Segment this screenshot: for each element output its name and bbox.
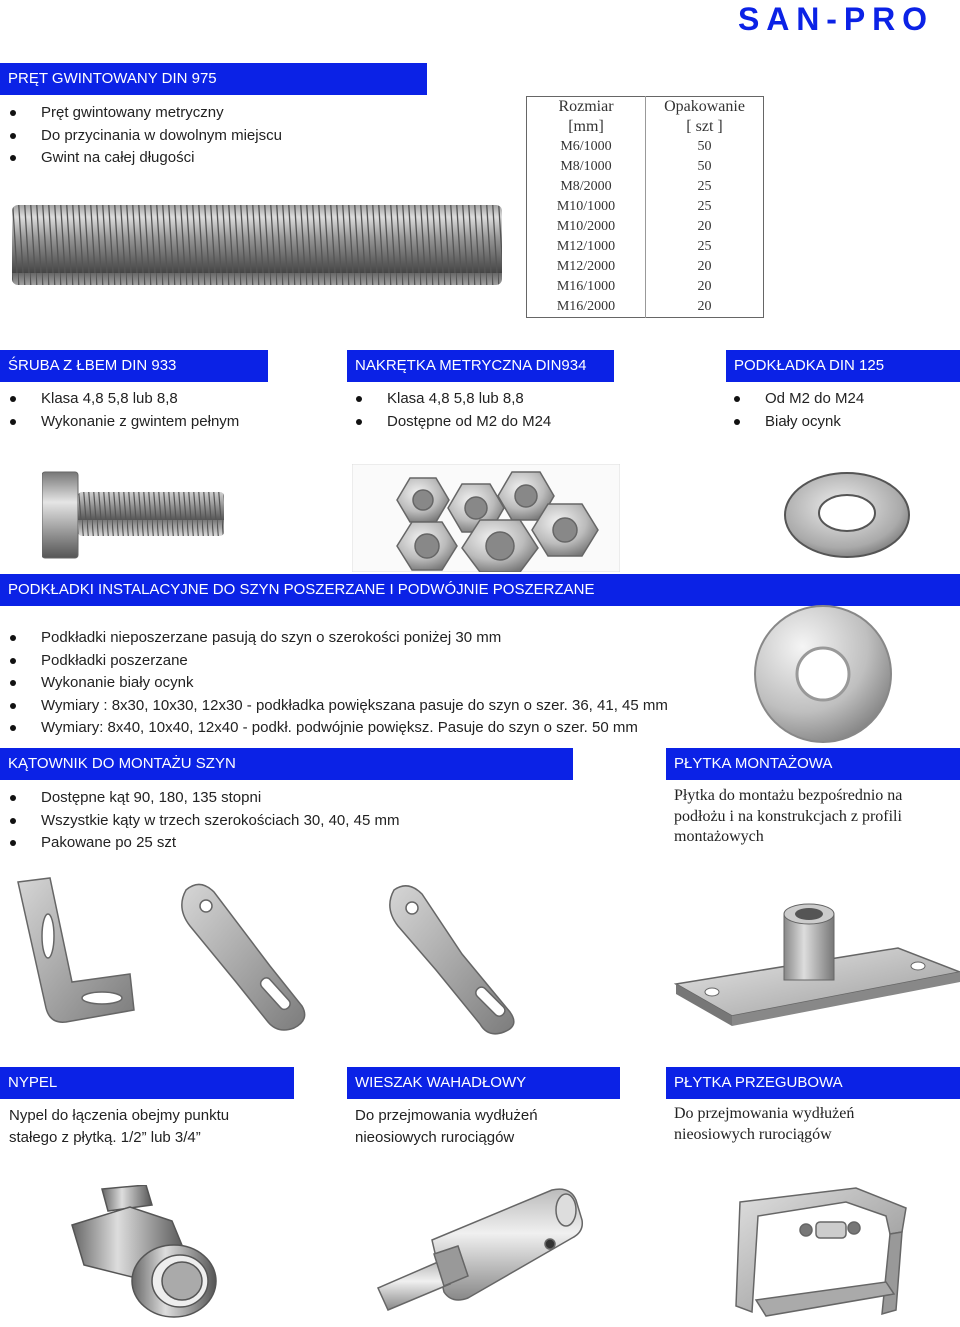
list-item: Do przycinania w dowolnym miejscu [9,125,282,148]
table-cell: M10/1000 [527,197,646,217]
list-item: Dostępne od M2 do M24 [355,411,551,434]
table-header-size: Rozmiar [527,97,646,118]
list-item: Pręt gwintowany metryczny [9,102,282,125]
table-header-pack-unit: [ szt ] [686,118,723,135]
rail-washer-image [748,604,898,744]
list-item: Klasa 4,8 5,8 lub 8,8 [355,388,551,411]
hinge-plate-header: PŁYTKA PRZEGUBOWA [666,1067,960,1099]
plate-description: Płytka do montażu bezpośrednio na podłożu i na konstrukcjach z profili montażowych [674,787,903,845]
bolt-header: ŚRUBA Z ŁBEM DIN 933 [0,350,268,382]
nipple-image [62,1185,222,1320]
table-cell: 50 [697,159,712,174]
washer-bullets [733,388,864,433]
washer-header: PODKŁADKA DIN 125 [726,350,960,382]
table-cell: M6/1000 [527,137,646,157]
nipple-description: Nypel do łączenia obejmy punktu stałego z płytką. 1/2” lub 3/4” [9,1107,230,1146]
plate-header: PŁYTKA MONTAŻOWA [666,748,960,780]
hanger-description: Do przejmowania wydłużeń nieosiowych rurociągów [355,1107,538,1146]
rod-size-table [526,96,764,318]
nut-bullets [355,388,551,433]
table-cell: M16/2000 [527,297,646,318]
table-cell: M8/1000 [527,157,646,177]
table-cell: 25 [697,179,712,194]
hinge-plate-description: Do przejmowania wydłużeń nieosiowych rurociągów [674,1105,855,1143]
table-header-pack: Opakowanie [664,98,745,115]
list-item: Wykonanie biały ocynk [9,672,668,695]
hinge-plate-image [726,1182,916,1322]
svg-text:SAN-PRO: SAN-PRO [738,2,928,34]
angle-brackets-image [10,870,580,1040]
angle-bullets [9,787,399,855]
list-item: Gwint na całej długości [9,147,282,170]
bolt-image [42,470,232,560]
mounting-plate-image [672,896,960,1036]
table-cell: 20 [697,279,712,294]
hanger-header: WIESZAK WAHADŁOWY [347,1067,620,1099]
table-cell: 20 [697,299,712,314]
list-item: Wymiary : 8x30, 10x30, 12x30 - podkładka powiększana pasuje do szyn o szer. 36, 41, 45 mm [9,695,668,718]
swing-hanger-image [372,1180,602,1322]
nut-header: NAKRĘTKA METRYCZNA DIN934 [347,350,614,382]
angle-header: KĄTOWNIK DO MONTAŻU SZYN [0,748,573,780]
table-cell: M12/2000 [527,257,646,277]
table-cell: M10/2000 [527,217,646,237]
nuts-image [352,464,620,572]
table-cell: 25 [697,239,712,254]
list-item: Podkładki nieposzerzane pasują do szyn o szerokości poniżej 30 mm [9,627,668,650]
list-item: Dostępne kąt 90, 180, 135 stopni [9,787,399,810]
list-item: Wykonanie z gwintem pełnym [9,411,239,434]
washer-image [782,470,912,560]
threaded-rod-image [6,193,514,303]
list-item: Klasa 4,8 5,8 lub 8,8 [9,388,239,411]
rail-washers-header: PODKŁADKI INSTALACYJNE DO SZYN POSZERZANE I PODWÓJNIE POSZERZANE [0,574,960,606]
nipple-header: NYPEL [0,1067,294,1099]
table-header-size-unit: [mm] [527,117,646,137]
logo [738,2,930,34]
rail-washers-bullets [9,627,668,740]
list-item: Wszystkie kąty w trzech szerokościach 30, 40, 45 mm [9,810,399,833]
table-cell: 25 [697,199,712,214]
rod-bullets [9,102,282,170]
list-item: Biały ocynk [733,411,864,434]
rod-header: PRĘT GWINTOWANY DIN 975 [0,63,427,95]
list-item: Podkładki poszerzane [9,650,668,673]
table-cell: M16/1000 [527,277,646,297]
table-cell: M12/1000 [527,237,646,257]
list-item: Pakowane po 25 szt [9,832,399,855]
san-pro-logo-image [738,2,930,34]
table-cell: 20 [697,219,712,234]
list-item: Od M2 do M24 [733,388,864,411]
table-cell: 50 [697,139,712,154]
bolt-bullets [9,388,239,433]
table-cell: M8/2000 [527,177,646,197]
list-item: Wymiary: 8x40, 10x40, 12x40 - podkł. podwójnie powiększ. Pasuje do szyn o szer. 50 mm [9,717,668,740]
table-cell: 20 [697,259,712,274]
